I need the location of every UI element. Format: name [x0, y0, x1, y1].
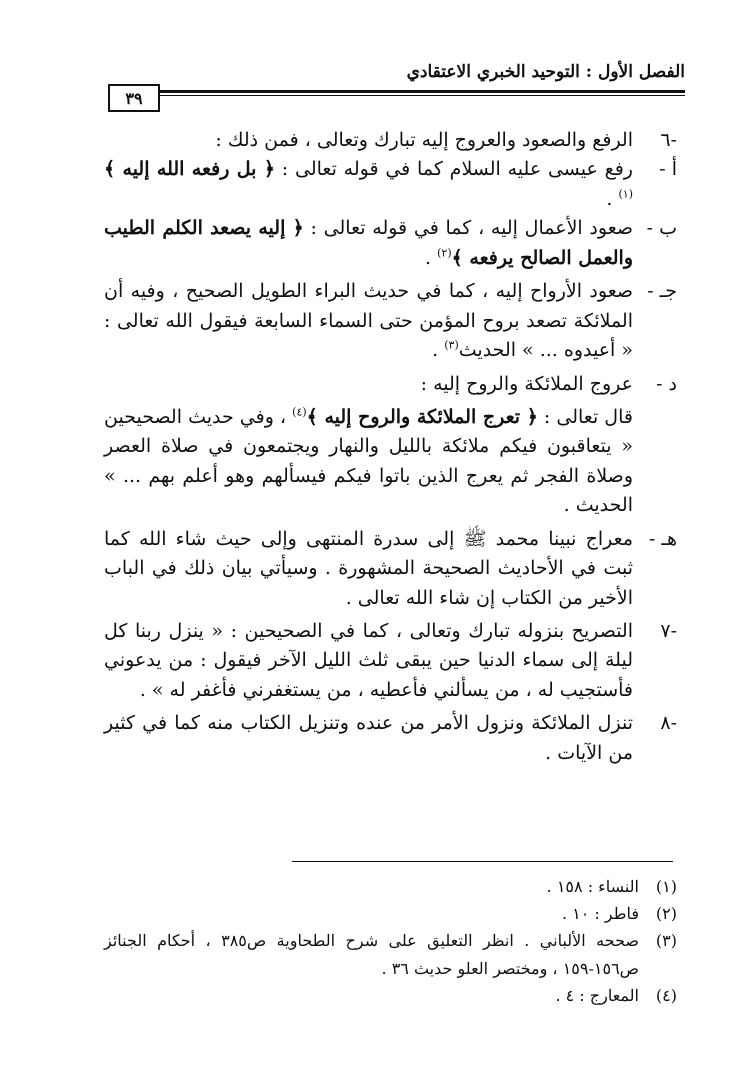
item-text: عروج الملائكة والروح إليه :: [420, 372, 633, 395]
list-item: [104, 277, 677, 365]
item-marker: جـ -: [647, 280, 677, 303]
footnote-text: فاطر : ١٠ .: [561, 904, 639, 924]
running-header-title: الفصل الأول : التوحيد الخبري الاعتقادي: [406, 62, 685, 82]
item-marker: -٨: [660, 712, 677, 735]
item-marker: هـ -: [648, 527, 677, 550]
list-item: [104, 214, 677, 273]
item-text: صعود الأرواح إليه ، كما في حديث البراء الطويل الصحيح ، وفيه أن الملائكة تصعد بروح المؤمن حتى السماء السابعة فيقول الله تعالى : « أعيدوه ... » الحديث$^{(٣)}$ .: [104, 280, 633, 362]
footnote-text: النساء : ١٥٨ .: [546, 877, 639, 896]
footnote-number: (١): [655, 877, 677, 896]
footnote-number: (٢): [655, 904, 677, 924]
footnote: [104, 900, 677, 927]
header-rule-thick: [108, 90, 685, 93]
footnote: [104, 873, 677, 900]
list-item: [104, 525, 677, 613]
item-marker: ب -: [646, 217, 677, 240]
item-marker: أ -: [659, 158, 677, 181]
list-item: [104, 155, 677, 214]
footnote-text: صححه الألباني . انظر التعليق على شرح الطحاوية ص٣٨٥ ، أحكام الجنائز ص١٥٦-١٥٩ ، ومختصر العلو حديث ٣٦ .: [104, 931, 639, 978]
footnote-ref: (٤): [292, 405, 307, 419]
footnote-ref: (١): [618, 187, 633, 201]
quran-quote: ﴿ إليه يصعد الكلم الطيب والعمل الصالح يرفعه ﴾: [104, 217, 633, 269]
quran-quote: ﴿ بل رفعه الله إليه ﴾: [104, 158, 275, 181]
item-text: صعود الأعمال إليه ، كما في قوله تعالى : ﴿ إليه يصعد الكلم الطيب والعمل الصالح يرفعه ﴾$^{(٢)}$ .: [104, 217, 633, 269]
quran-quote: ﴿ تعرج الملائكة والروح إليه ﴾: [306, 405, 538, 428]
list-item: [104, 370, 677, 399]
item-marker: د -: [656, 372, 677, 395]
item-marker: -٧: [660, 620, 677, 642]
page-number-box: [108, 84, 160, 112]
main-text: [104, 126, 677, 768]
footnote-ref: (٢): [437, 246, 452, 260]
list-item: [104, 709, 677, 768]
footnote-text: المعارج : ٤ .: [555, 985, 639, 1005]
paragraph: قال تعالى : ﴿ تعرج الملائكة والروح إليه ﴾$^{(٤)}$ ، وفي حديث الصحيحين « يتعاقبون فيكم ملائكة بالليل والنهار ويجتمعون في صلاة العصر وصلاة الفجر ثم يعرج الذين باتوا فيكم فيسألهم وهو أعلم بهم ... » الحديث .: [104, 405, 633, 517]
list-item: [104, 126, 677, 155]
item-text: التصريح بنزوله تبارك وتعالى ، كما في الصحيحين : « ينزل ربنا كل ليلة إلى سماء الدنيا حين يبقى ثلث الليل الآخر فيقول : من يدعوني فأستجيب له ، من يسألني فأعطيه ، من يستغفرني فأغفر له » .: [104, 620, 633, 701]
footnote-number: (٣): [655, 931, 677, 951]
footnote-ref: (٣): [444, 338, 459, 352]
page-number: ٣٩: [125, 88, 143, 108]
item-text: رفع عيسى عليه السلام كما في قوله تعالى : ﴿ بل رفعه الله إليه ﴾$^{(١)}$ .: [104, 158, 633, 210]
item-marker: -٦: [660, 129, 677, 151]
footnotes: [104, 873, 677, 1009]
list-item: [104, 617, 677, 705]
item-text: الرفع والصعود والعروج إليه تبارك وتعالى ، فمن ذلك :: [215, 129, 633, 151]
footnote-separator: [292, 861, 673, 862]
footnote: [104, 982, 677, 1009]
header-rule-thin: [108, 95, 685, 96]
footnote-number: (٤): [655, 985, 677, 1005]
footnote: [104, 927, 677, 981]
item-text: معراج نبينا محمد ﷺ إلى سدرة المنتهى وإلى حيث شاء الله كما ثبت في الأحاديث الصحيحة المشهورة . وسيأتي بيان ذلك في الباب الأخير من الكتاب إن شاء الله تعالى .: [104, 527, 633, 609]
item-text: تنزل الملائكة ونزول الأمر من عنده وتنزيل الكتاب منه كما في كثير من الآيات .: [104, 712, 633, 764]
